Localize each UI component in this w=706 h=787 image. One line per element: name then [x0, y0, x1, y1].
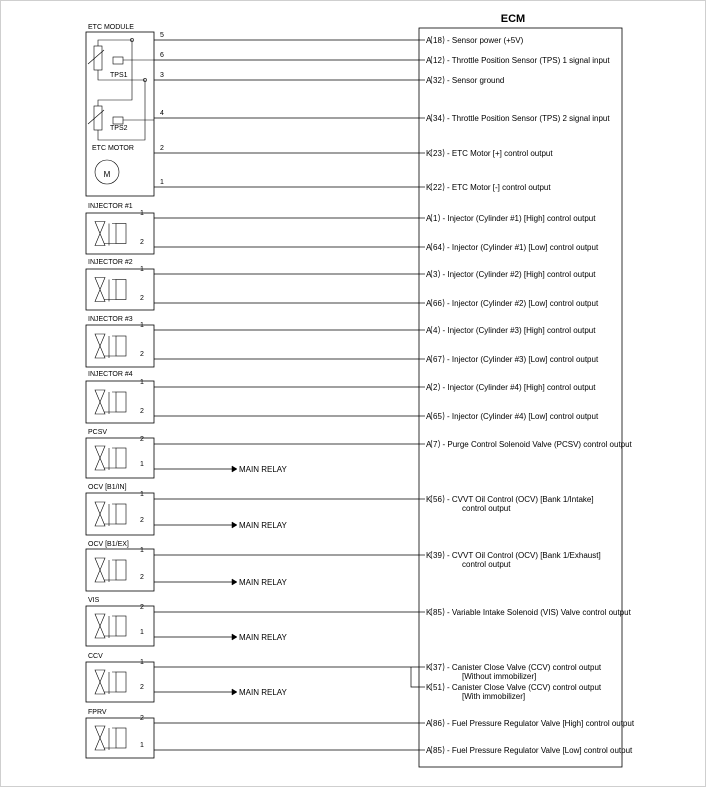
pin-number-bottom: 2	[140, 295, 144, 302]
connector-description: - Sensor power (+5V)	[447, 36, 524, 45]
connector-description: - Injector (Cylinder #3) [High] control output	[442, 326, 596, 335]
component-box	[86, 718, 154, 758]
connector-letter: A	[426, 746, 432, 755]
connector-letter: A	[426, 114, 432, 123]
connector-pin: 23	[433, 149, 442, 158]
ccv-branch-wire	[411, 667, 419, 687]
connector-letter: K	[426, 683, 432, 692]
component-box	[86, 381, 154, 423]
component-title: INJECTOR #3	[88, 316, 133, 323]
pin-number-top: 1	[140, 547, 144, 554]
connector-letter: A	[426, 36, 432, 45]
connector-pin: 65	[433, 412, 442, 421]
component-title: VIS	[88, 597, 100, 604]
pin-number-top: 2	[140, 604, 144, 611]
connector-description: - CVVT Oil Control (OCV) [Bank 1/Exhaust]	[447, 551, 601, 560]
connector-description: - Throttle Position Sensor (TPS) 2 signal input	[447, 114, 610, 123]
main-relay-arrow	[232, 579, 237, 585]
connector-pin: 39	[433, 551, 442, 560]
connector-letter: K	[426, 183, 432, 192]
component-box	[86, 325, 154, 367]
ecm-title: ECM	[500, 13, 526, 25]
connector-description-2: [Without immobilizer]	[462, 672, 537, 681]
connector-letter: A	[426, 719, 432, 728]
component-box	[86, 213, 154, 254]
component-title: FPRV	[88, 709, 107, 716]
connector-letter: A	[426, 412, 432, 421]
connector-letter: K	[426, 663, 432, 672]
connector-pin: 32	[433, 76, 442, 85]
etc-pin-number: 1	[160, 179, 164, 186]
component-title: INJECTOR #1	[88, 203, 133, 210]
tps2-label: TPS2	[110, 125, 128, 132]
connector-description: - Canister Close Valve (CCV) control output	[447, 663, 602, 672]
etc-module-title: ETC MODULE	[88, 24, 134, 31]
pin-number-bottom: 1	[140, 629, 144, 636]
connector-pin: 1	[433, 214, 438, 223]
connector-pin: 34	[433, 114, 442, 123]
connector-letter: A	[426, 326, 432, 335]
connector-description: - ETC Motor [+] control output	[447, 149, 553, 158]
connector-description: - Injector (Cylinder #4) [Low] control output	[447, 412, 599, 421]
connector-pin: 2	[433, 383, 438, 392]
etc-pin-number: 2	[160, 145, 164, 152]
etc-pin-number: 6	[160, 52, 164, 59]
connector-letter: K	[426, 149, 432, 158]
connector-letter: K	[426, 495, 432, 504]
connector-pin: 3	[433, 270, 438, 279]
component-title: OCV [B1/IN]	[88, 484, 127, 491]
connector-description: - Fuel Pressure Regulator Valve [Low] control output	[447, 746, 633, 755]
main-relay-label: MAIN RELAY	[239, 521, 287, 530]
connector-pin: 12	[433, 56, 442, 65]
connector-letter: A	[426, 56, 432, 65]
connector-description: - Injector (Cylinder #2) [Low] control output	[447, 299, 599, 308]
component-box	[86, 493, 154, 535]
connector-description-2: [With immobilizer]	[462, 692, 526, 701]
connector-description: - Canister Close Valve (CCV) control output	[447, 683, 602, 692]
pin-number-top: 1	[140, 210, 144, 217]
connector-pin: 85	[433, 608, 442, 617]
connector-pin: 22	[433, 183, 442, 192]
main-relay-label: MAIN RELAY	[239, 578, 287, 587]
connector-pin: 66	[433, 299, 442, 308]
main-relay-arrow	[232, 466, 237, 472]
connector-description: - Injector (Cylinder #1) [Low] control output	[447, 243, 599, 252]
pin-number-top: 2	[140, 715, 144, 722]
pin-number-bottom: 1	[140, 742, 144, 749]
connector-letter: A	[426, 355, 432, 364]
etc-motor-title: ETC MOTOR	[92, 145, 134, 152]
connector-letter: K	[426, 551, 432, 560]
pin-number-bottom: 2	[140, 574, 144, 581]
main-relay-label: MAIN RELAY	[239, 633, 287, 642]
connector-description: - Injector (Cylinder #2) [High] control output	[442, 270, 596, 279]
component-title: CCV	[88, 653, 103, 660]
pin-number-top: 1	[140, 379, 144, 386]
connector-description: - Injector (Cylinder #3) [Low] control output	[447, 355, 599, 364]
connector-description: - Fuel Pressure Regulator Valve [High] control output	[447, 719, 635, 728]
main-relay-arrow	[232, 689, 237, 695]
connector-letter: A	[426, 243, 432, 252]
main-relay-arrow	[232, 634, 237, 640]
connector-pin: 85	[433, 746, 442, 755]
component-box	[86, 269, 154, 310]
connector-pin: 37	[433, 663, 442, 672]
pin-number-top: 1	[140, 322, 144, 329]
connector-pin: 67	[433, 355, 442, 364]
component-title: PCSV	[88, 429, 108, 436]
pin-number-top: 2	[140, 436, 144, 443]
connector-description-2: control output	[462, 560, 511, 569]
pin-number-top: 1	[140, 266, 144, 273]
main-relay-arrow	[232, 522, 237, 528]
pin-number-bottom: 2	[140, 239, 144, 246]
connector-pin: 86	[433, 719, 442, 728]
pin-number-top: 1	[140, 491, 144, 498]
connector-letter: A	[426, 214, 432, 223]
connector-letter: K	[426, 608, 432, 617]
main-relay-label: MAIN RELAY	[239, 465, 287, 474]
motor-letter: M	[103, 170, 111, 179]
etc-pin-number: 5	[160, 32, 164, 39]
connector-description: - CVVT Oil Control (OCV) [Bank 1/Intake]	[447, 495, 594, 504]
connector-letter: A	[426, 440, 432, 449]
connector-description: - Injector (Cylinder #1) [High] control output	[442, 214, 596, 223]
component-title: INJECTOR #4	[88, 371, 133, 378]
connector-pin: 64	[433, 243, 442, 252]
component-title: OCV [B1/EX]	[88, 541, 129, 548]
pin-number-bottom: 2	[140, 517, 144, 524]
connector-description: - Throttle Position Sensor (TPS) 1 signal input	[447, 56, 610, 65]
connector-letter: A	[426, 270, 432, 279]
pin-number-top: 1	[140, 659, 144, 666]
connector-letter: A	[426, 76, 432, 85]
connector-pin: 4	[433, 326, 438, 335]
connector-pin: 51	[433, 683, 442, 692]
pin-number-bottom: 1	[140, 461, 144, 468]
component-box	[86, 438, 154, 478]
tps1-label: TPS1	[110, 72, 128, 79]
connector-description: - Purge Control Solenoid Valve (PCSV) control output	[442, 440, 632, 449]
connector-description: - Variable Intake Solenoid (VIS) Valve control output	[447, 608, 631, 617]
ecm-box	[419, 28, 622, 767]
connector-pin: 7	[433, 440, 438, 449]
connector-description-2: control output	[462, 504, 511, 513]
component-title: INJECTOR #2	[88, 259, 133, 266]
connector-pin: 56	[433, 495, 442, 504]
component-box	[86, 662, 154, 702]
pin-number-bottom: 2	[140, 408, 144, 415]
component-box	[86, 549, 154, 591]
connector-description: - Sensor ground	[447, 76, 505, 85]
pin-number-bottom: 2	[140, 684, 144, 691]
connector-letter: A	[426, 299, 432, 308]
connector-description: - ETC Motor [-] control output	[447, 183, 551, 192]
etc-pin-number: 4	[160, 110, 164, 117]
connector-description: - Injector (Cylinder #4) [High] control output	[442, 383, 596, 392]
pin-number-bottom: 2	[140, 351, 144, 358]
component-box	[86, 606, 154, 646]
connector-pin: 18	[433, 36, 442, 45]
main-relay-label: MAIN RELAY	[239, 688, 287, 697]
connector-letter: A	[426, 383, 432, 392]
etc-pin-number: 3	[160, 72, 164, 79]
